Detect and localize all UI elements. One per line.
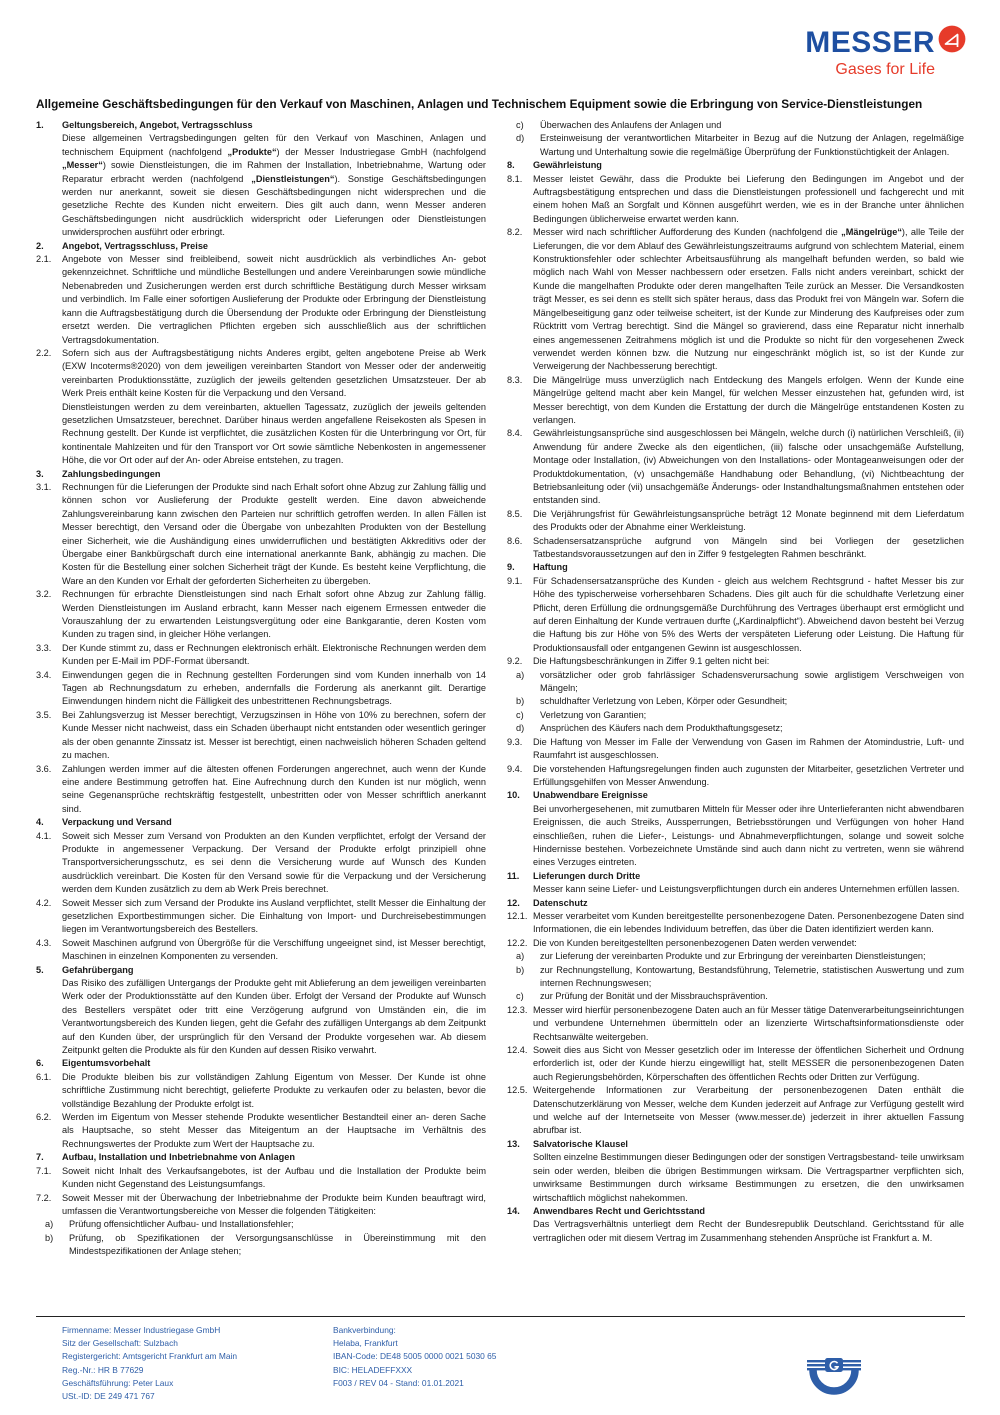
clause-number: 8.6.	[507, 535, 523, 546]
clause-item	[36, 132, 486, 239]
clause-text: Messer kann seine Liefer- und Leistungsverpflichtungen durch ein anderes Unternehmen erfüllen lassen.	[533, 884, 960, 895]
clause-number: 4.2.	[36, 897, 52, 908]
clause-number: 12.2.	[507, 937, 528, 948]
clause-item	[507, 803, 964, 870]
sub-item-text: zur Rechnungstellung, Kontowartung, Bestandsführung, Telemetrie, statistischen Auswertung und zum internen Rechnungswesen;	[540, 964, 964, 988]
sub-item-text: zur Lieferung der vereinbarten Produkte und zur Erbringung der vereinbarten Dienstleistungen;	[540, 951, 926, 962]
footer-line: BIC: HELADEFFXXX	[333, 1364, 413, 1375]
clause-text: Werden im Eigentum von Messer stehende Produkte wesentlicher Bestandteil einer an- deren Sache als Hauptsache, so steht Messer das Miteigentum an der Hauptsache im Verhältnis des Rechnungswertes der Produkte zum Wert der Hauptsache zu.	[62, 1112, 486, 1149]
sub-item-label: d)	[516, 133, 525, 144]
sub-item-text: Verletzung von Garantien;	[540, 709, 647, 720]
clause-text: Die Mängelrüge muss unverzüglich nach Entdeckung des Mangels erfolgen. Wenn der Kunde eine Mängelrüge geltend macht aber kein Mangel, für welchen Messer einzustehen hat, gefunden wird, ist Messer berechtigt, von dem Kunden die Erstattung der durch die Mängelrüge entstandenen Kosten zu verlangen.	[533, 374, 964, 425]
section-number: 1.	[36, 120, 44, 130]
messer-logo	[805, 28, 966, 79]
clause-number: 3.2.	[36, 589, 52, 600]
clause-text: Soweit Messer mit der Überwachung der Inbetriebnahme der Produkte beim Kunden beauftragt wird, umfassen die Verantwortungsbereiche von Messer die folgenden Tätigkeiten:	[62, 1192, 486, 1216]
clause-text: Soweit Maschinen aufgrund von Übergröße für die Verschiffung ungeeignet sind, ist Messer berechtigt, Maschinen in einzelnen Komponenten zu versenden.	[62, 937, 486, 962]
sub-item-label: c)	[516, 120, 524, 130]
sub-item-text: Ansprüchen des Käufers nach dem Produkthaftungsgesetz;	[540, 723, 783, 734]
clause-text: Die Haftungsbeschränkungen in Ziffer 9.1 gelten nicht bei:	[533, 656, 770, 667]
footer-line: USt.-ID: DE 249 471 767	[62, 1391, 155, 1402]
clause-text: Die vorstehenden Haftungsregelungen finden auch zugunsten der Mitarbeiter, gesetzlichen Vertreter und Erfüllungsgehilfen von Messer Anwendung.	[533, 763, 964, 787]
section-title: Haftung	[533, 562, 568, 573]
sub-item	[507, 722, 964, 735]
clause-text: Zahlungen werden immer auf die ältesten offenen Forderungen angerechnet, auch wenn der Kunde eine andere Bestimmung getroffen hat. Eine Aufrechnung durch den Kunden ist nur möglich, wenn seine Gegenansprüche rechtskräftig festgestellt, unbestritten oder von Messer schriftlich anerkannt sind.	[62, 763, 486, 814]
clause-number: 8.5.	[507, 508, 523, 519]
section-number: 10.	[507, 790, 520, 801]
sub-item-text: Prüfung, ob Spezifikationen der Versorgungsanschlüsse in Übereinstimmung mit den Mindestspezifikationen der Anlage stehen;	[69, 1232, 486, 1257]
clause-number: 9.3.	[507, 736, 523, 747]
footer-line: Registergericht: Amtsgericht Frankfurt am Main	[62, 1351, 238, 1362]
section-number: 8.	[507, 160, 515, 171]
section-heading	[507, 159, 964, 172]
section-title: Geltungsbereich, Angebot, Vertragsschluss	[62, 120, 253, 130]
clause-item	[507, 427, 964, 507]
clause-text: Soweit sich Messer zum Versand von Produkten an den Kunden verpflichtet, erfolgt der Versand der Produkte in angemessener Verpackung. Der Versand der Produkte erfolgt prinzipiell ohne Transportversicherungsschutz, es sei denn die Versicherung wurde auf Wunsch des Kunden ausdrücklich vereinbart. Die Kosten für den Versand sowie für die Verpackung und der Versicherung werden dem Kunden zusätzlich zu dem ab Werk Preis berechnet.	[62, 830, 486, 895]
sub-item-label: a)	[516, 951, 525, 962]
sub-item-label: c)	[516, 709, 524, 720]
clause-text: Dienstleistungen werden zu dem vereinbarten, aktuellen Tagessatz, zuzüglich der jeweils geltenden gesetzlichen Umsatzsteuer, berechnet. Darüber hinaus werden angefallene Reisekosten als Spesen in Rechnung gestellt. Der Kunde ist verpflichtet, die zusätzlichen Kosten für die Unterbringung vor Ort, für kontinentale Mahlzeiten und für den Transport vor Ort sowie sämtliche Nebenkosten in angemessener Höhe, die vor Ort oder auf der An- oder Abreise entstehen, zu tragen.	[62, 401, 486, 466]
sub-item-text: Ersteinweisung der verantwortlichen Mitarbeiter in Bezug auf die Nutzung der Anlagen, regelmäßige Wartung und Unterhaltung sowie die regelmäßige Überprüfung der Funktionstüchtigkeit der Anlagen.	[540, 133, 964, 157]
clause-number: 3.6.	[36, 763, 52, 774]
footer-line: Firmenname: Messer Industriegase GmbH	[62, 1325, 221, 1335]
section-number: 3.	[36, 468, 44, 479]
sub-item-label: c)	[516, 991, 524, 1002]
clause-number: 3.4.	[36, 669, 52, 680]
clause-item	[507, 173, 964, 227]
clause-item	[507, 1218, 964, 1245]
sub-item-label: b)	[516, 964, 525, 975]
sub-item-label: b)	[45, 1232, 54, 1243]
clause-item	[36, 1192, 486, 1219]
messer-wordmark: MESSER	[805, 26, 935, 59]
footer-line: Geschäftsführung: Peter Laux	[62, 1377, 174, 1388]
sub-item	[507, 669, 964, 696]
clause-item	[36, 481, 486, 588]
clause-item	[36, 937, 486, 964]
clause-text: Gewährleistungsansprüche sind ausgeschlossen bei Mängeln, welche durch (i) natürlichen Verschleiß, (ii) Anwendung für andere Zwecke als den eigentlichen, (iii) falsche oder unsachgemäße Aufstellung, Montage oder Installation, (iv) Abweichungen von den Installations- oder Montageanweisungen oder der Produktdokumentation, (v) unsachgemäße Handhabung oder Behandlung, (vi) Nichtbeachtung der Betriebsanleitung oder (vii) unsachgemäße Änderungs- oder Instandhaltungsmaßnahmen entstehen oder entstanden sind.	[533, 428, 964, 506]
clause-item	[507, 1151, 964, 1205]
sub-item-text: schuldhafter Verletzung von Leben, Körper oder Gesundheit;	[540, 696, 788, 707]
footer-line: Reg.-Nr.: HR B 77629	[62, 1364, 144, 1375]
clause-item	[36, 830, 486, 897]
clause-text: Bei Zahlungsverzug ist Messer berechtigt, Verzugszinsen in Höhe von 10% zu berechnen, sofern der Kunde Messer nicht nachweist, dass ein Schaden überhaupt nicht entstanden oder wesentlich geringer als der oben genannte Zinssatz ist. Messer ist berechtigt, einen nachweislich höheren Schaden geltend zu machen.	[62, 709, 486, 761]
clause-text: Soweit nicht Inhalt des Verkaufsangebotes, ist der Aufbau und die Installation der Produkte beim Kunden nicht Gegenstand des Leistungsumfangs.	[62, 1165, 486, 1190]
section-heading	[507, 789, 964, 802]
section-title: Salvatorische Klausel	[533, 1138, 628, 1149]
page-footer	[36, 1316, 965, 1413]
footer-line: Sitz der Gesellschaft: Sulzbach	[62, 1338, 178, 1349]
section-title: Aufbau, Installation und Inbetriebnahme von Anlagen	[62, 1152, 295, 1163]
clause-text: Messer leistet Gewähr, dass die Produkte bei Lieferung den Bedingungen im Angebot und der Auftragsbestätigung entsprechen und dass die Dienstleistungen professionell und fachgerecht und mit einem hohen Maß an Sorgfalt und Können ausgeführt werden, wie es in der Branche unter ähnlichen Bedingungen üblicherweise erwartet werden kann.	[533, 173, 964, 224]
section-number: 4.	[36, 817, 44, 828]
clause-text: Sofern sich aus der Auftragsbestätigung nichts Anderes ergibt, gelten angebotene Preise ab Werk (EXW Incoterms®2020) von dem jeweiligen vereinbarten Standort von Messer oder der anderweitig vereinbarten Produktionsstätte, zuzüglich der jeweils geltenden gesetzlichen Umsatzsteuer. Der ab Werk Preis enthält keine Kosten für die Verpackung und den Versand.	[62, 347, 486, 399]
clause-text: Weitergehende Informationen zur Verarbeitung der personenbezogenen Daten enthält die Datenschutzerklärung von Messer, welche dem Kunden jederzeit auf Anfrage zur Verfügung gestellt wird und welche auf der Internetseite von Messer (www.messer.de) jederzeit in ihrer aktuellen Fassung abrufbar ist.	[533, 1085, 964, 1136]
clause-text: Bei unvorhergesehenen, mit zumutbaren Mitteln für Messer oder ihre Unterlieferanten nicht abwendbaren Ereignissen, die auch Streiks, Aussperrungen, Betriebsstörungen und Verfügungen von hoher Hand einschließen, ruhen die Liefer-, Leistungs- und Abnahmeverpflichtungen, solange und soweit solche Hindernisse bestehen. Vorbezeichnete Umstände sind auch dann nicht zu vertreten, wenn sie während eines Verzuges eintreten.	[533, 803, 964, 868]
section-heading	[36, 1057, 486, 1070]
clause-number: 7.2.	[36, 1192, 52, 1203]
clause-number: 6.1.	[36, 1071, 52, 1082]
footer-line: F003 / REV 04 - Stand: 01.01.2021	[333, 1377, 464, 1388]
sub-item-text: Überwachen des Anlaufens der Anlagen und	[540, 120, 722, 130]
clause-item	[507, 1084, 964, 1138]
section-title: Datenschutz	[533, 897, 588, 908]
clause-item	[507, 736, 964, 763]
section-number: 6.	[36, 1058, 44, 1069]
section-title: Anwendbares Recht und Gerichtsstand	[533, 1205, 706, 1216]
clause-item	[507, 883, 964, 896]
certification-seal-icon	[806, 1357, 862, 1411]
clause-text: Schadensersatzansprüche aufgrund von Mängeln sind bei Vorliegen der gesetzlichen Tatbestandsvoraussetzungen auf den in Ziffer 9 festgelegten Rahmen beschränkt.	[533, 535, 964, 559]
section-heading	[507, 897, 964, 910]
clause-text: Einwendungen gegen die in Rechnung gestellten Forderungen sind vom Kunden innerhalb von 14 Tagen ab Rechnungsdatum zu erheben, andernfalls die Forderung als anerkannt gilt. Derartige Einwendungen hindern nicht die Fälligkeit des unbestrittenen Rechnungsbetrags.	[62, 669, 486, 707]
clause-number: 9.1.	[507, 575, 523, 586]
section-title: Angebot, Vertragsschluss, Preise	[62, 240, 209, 251]
clause-number: 2.2.	[36, 347, 52, 358]
clause-text: Messer wird nach schriftlicher Aufforderung des Kunden (nachfolgend die „Mängelrüge“), alle Teile der Lieferungen, die vor dem Ablauf des Gewährleistungszeitraums aufgrund von schlechtem Material, einem Konstruktionsfehler oder schlechter Arbeitsausführung als mangelhaft befunden werden, so bald wie möglich nach Wahl von Messer nachbessern oder ersetzen. Falls nicht anders vereinbart, schickt der Kunde die mangelhaften Produkte oder deren mangelhaften Teile zurück an Messer. Die Versandkosten trägt Messer, es sei denn es stellt sich später heraus, dass das Produkt frei von Mängeln war. Sofern die Mängelbeseitigung ganz oder teilweise scheitert, ist der Kunde zur Minderung des Kaufpreises oder zum Rücktritt vom Vertrag berechtigt. Sind die Mängel so gravierend, dass eine Reparatur nicht innerhalb eines angemessenen Zeitrahmens möglich ist und die Produkte so nicht für den vorgesehenen Zweck verwendet werden können bzw. die Nutzung nur eingeschränkt möglich ist, so ist der Kunde zur Verweigerung der Nachbesserung berechtigt.	[533, 227, 965, 372]
sub-item-label: a)	[45, 1219, 54, 1230]
section-title: Unabwendbare Ereignisse	[533, 790, 648, 801]
clause-item	[507, 535, 964, 562]
page-header	[805, 28, 966, 79]
clause-item	[36, 709, 486, 763]
clause-number: 2.1.	[36, 254, 52, 265]
section-heading	[36, 240, 486, 253]
section-heading	[36, 964, 486, 977]
sub-item-label: d)	[516, 723, 525, 734]
section-heading	[36, 119, 486, 132]
clause-text: Soweit Messer sich zum Versand der Produkte ins Ausland verpflichtet, stellt Messer die Einhaltung der gesetzlichen Exportbestimmungen sicher. Die Einhaltung von Import- und Durchreisebestimmungen liegen im Verantwortungsbereich des Bestellers.	[62, 897, 486, 935]
clause-item	[36, 401, 486, 468]
footer-company-info	[62, 1324, 237, 1403]
sub-item-text: zur Prüfung der Bonität und der Missbrauchsprävention.	[540, 991, 768, 1002]
section-title: Gefahrübergang	[62, 964, 134, 975]
clause-text: Der Kunde stimmt zu, dass er Rechnungen elektronisch erhält. Elektronische Rechnungen werden dem Kunden per E-Mail im PDF-Format übersandt.	[62, 642, 486, 667]
footer-bank-info	[333, 1324, 496, 1390]
sub-item	[507, 990, 964, 1003]
sub-item	[507, 695, 964, 708]
section-number: 13.	[507, 1138, 520, 1149]
logo-tagline: Gases for Life	[835, 61, 935, 78]
footer-line: IBAN-Code: DE48 5005 0000 0021 5030 65	[333, 1351, 497, 1362]
clause-text: Die Haftung von Messer im Falle der Verwendung von Gasen im Rahmen der Atomindustrie, Luft- und Raumfahrt ist ausgeschlossen.	[533, 736, 964, 761]
section-heading	[36, 468, 486, 481]
clause-item	[36, 669, 486, 709]
clause-item	[36, 1071, 486, 1111]
clause-number: 8.3.	[507, 374, 523, 385]
clause-number: 8.1.	[507, 173, 523, 184]
clause-text: Rechnungen für die Lieferungen der Produkte sind nach Erhalt sofort ohne Abzug zur Zahlung fällig und können schon vor Auslieferung der Produkte gestellt werden. Eine davon abweichende Zahlungsvereinbarung kann zwischen den Parteien nur schriftlich getroffen werden. In allen Fällen ist Messer berechtigt, den Versand oder die Übergabe von unbezahlten Produkten von der Bestellung einer Sicherheit, wie die Aushändigung eines unwiderruflichen und bestätigten Akkreditivs oder der Übergabe einer Bankbürgschaft durch eine international anerkannte Bank, abhängig zu machen. Die Kosten für die Bestellung einer solchen Sicherheit trägt der Kunde. Es besteht keine Verpflichtung, die Ware an den Kunden vor Erhalt der geforderten Sicherheiten zu übergeben.	[62, 481, 486, 586]
section-title: Gewährleistung	[533, 160, 602, 171]
clause-text: Diese allgemeinen Vertragsbedingungen gelten für den Verkauf von Maschinen, Anlagen und technischem Equipment (nachfolgend „Produkte“) der Messer Industriegase GmbH (nachfolgend „Messer“) sowie Dienstleistungen, die im Rahmen der Installation, Inbetriebnahme, Wartung oder Reparatur erbracht werden (nachfolgend „Dienstleistungen“). Sonstige Geschäftsbedingungen werden nur anerkannt, soweit sie diesen Geschäftsbedingungen nicht widersprechen und die gesetzliche Rechte des Kunden nicht erweitern. Dies gilt auch dann, wenn Messer anderen Geschäftsbedingungen nicht ausdrücklich widerspricht oder Lieferungen oder Dienstleistungen unwidersprochen ausführt oder erbringt.	[62, 133, 486, 238]
clause-number: 3.3.	[36, 642, 52, 653]
clause-item	[36, 763, 486, 817]
sub-item	[507, 964, 964, 991]
section-title: Lieferungen durch Dritte	[533, 870, 641, 881]
section-number: 12.	[507, 897, 520, 908]
section-heading	[507, 1205, 964, 1218]
clause-number: 9.2.	[507, 656, 523, 667]
clause-number: 12.5.	[507, 1085, 528, 1096]
clause-text: Das Vertragsverhältnis unterliegt dem Recht der Bundesrepublik Deutschland. Gerichtsstand für alle vertraglichen oder mit diesem Vertrag im Zusammenhang stehenden Ansprüche ist Frankfurt a. M.	[533, 1219, 964, 1243]
left-column	[36, 119, 486, 1259]
sub-item-label: b)	[516, 696, 525, 707]
sub-item-text: Prüfung offensichtlicher Aufbau- und Installationsfehler;	[69, 1219, 294, 1230]
clause-text: Die Produkte bleiben bis zur vollständigen Zahlung Eigentum von Messer. Der Kunde ist ohne schriftliche Zustimmung nicht berechtigt, gelieferte Produkte zu verkaufen oder zu belasten, bevor die vollständige Bezahlung der Produkte erfolgt ist.	[62, 1071, 486, 1109]
section-number: 5.	[36, 964, 44, 975]
section-title: Zahlungsbedingungen	[62, 468, 161, 479]
clause-item	[36, 897, 486, 937]
section-number: 11.	[507, 870, 520, 881]
section-heading	[507, 870, 964, 883]
sub-item	[507, 950, 964, 963]
clause-text: Angebote von Messer sind freibleibend, soweit nicht ausdrücklich als verbindliches An- gebot gekennzeichnet. Schriftliche und mündliche Bestellungen und andere Vereinbarungen sowie mündliche Nebenabreden und Zusicherungen werden erst durch schriftliche Bestätigung durch Messer wirksam und verbindlich. Im Falle einer sofortigen Auslieferung der Produkte oder Erbringung der Dienstleistung kann die Auftragsbestätigung durch die Übersendung der Produkte oder Erbringung der Dienstleistung ersetzt werden. Die vertraglichen Pflichten ergeben sich ausschließlich aus der schriftlichen Vertragsdokumentation.	[62, 254, 486, 345]
clause-item	[507, 508, 964, 535]
sub-item	[507, 119, 964, 132]
section-number: 2.	[36, 240, 44, 251]
clause-item	[507, 655, 964, 668]
section-heading	[36, 816, 486, 829]
section-title: Verpackung und Versand	[62, 817, 172, 828]
right-column	[507, 119, 964, 1245]
clause-text: Rechnungen für erbrachte Dienstleistungen sind nach Erhalt sofort ohne Abzug zur Zahlung fällig. Werden Dienstleistungen im Ausland erbracht, kann Messer nach eigenem Ermessen entweder die Vorauszahlung der zu erwartenden Leistungsvergütung oder eine Bankgarantie, deren Kosten vom Kunden zu tragen sind, in gleicher Höhe verlangen.	[62, 589, 486, 640]
footer-line: Helaba, Frankfurt	[333, 1338, 398, 1349]
sub-item-text: vorsätzlicher oder grob fahrlässiger Schadensverursachung sowie arglistigem Verschweigen von Mängeln;	[540, 669, 964, 694]
clause-number: 3.5.	[36, 709, 52, 720]
sub-item	[507, 132, 964, 159]
clause-text: Das Risiko des zufälligen Untergangs der Produkte geht mit Ablieferung an dem jeweiligen vereinbarten Werk oder der Produktionsstätte auf den Kunden über. Erfolgt der Versand der Produkte auf Wunsch des Bestellers verspätet oder tritt eine Verzögerung aufgrund von Umständen ein, die im Verantwortungsbereich des Kunden liegen, geht die Gefahr des zufälligen Untergangs ab dem Zeitpunkt auf den Kunden über, der ursprünglich für den Versand der Produkte vorgesehen war. Ab diesem Zeitpunkt gelten die Produkte als für den Kunden auf dessen Risiko verwahrt.	[62, 978, 486, 1056]
clause-number: 12.1.	[507, 910, 528, 921]
section-heading	[507, 1138, 964, 1151]
clause-text: Für Schadensersatzansprüche des Kunden - gleich aus welchem Rechtsgrund - haftet Messer bis zur Höhe des typischerweise vorhersehbaren Schadens. Dies gilt auch für die schuldhafte Verletzung einer Pflicht, deren Erfüllung die ordnungsgemäße Durchführung des Vertrages überhaupt erst ermöglicht und auf deren Einhaltung der Kunde vertrauen durfte („Kardinalpflicht“). Abweichend davon besteht bei Verzug die Haftung bis zur Höhe von 5% des Werts der verspäteten Lieferung oder Leistung. Die Haftung für Produktionsausfall oder entgangenen Gewinn ist ausgeschlossen.	[533, 575, 964, 653]
section-heading	[507, 561, 964, 574]
clause-item	[36, 347, 486, 401]
clause-item	[507, 374, 964, 428]
clause-item	[507, 910, 964, 937]
clause-text: Sollten einzelne Bestimmungen dieser Bedingungen oder der sonstigen Vertragsbestand- teile unwirksam sein oder werden, bleiben die übrigen Bestimmungen wirksam. Die Vertragspartner verpflichten sich, unwirksame Bestimmungen durch wirksame Bestimmungen zu ersetzen, die den unwirksamen wirtschaftlich möglichst nahekommen.	[533, 1152, 964, 1203]
clause-number: 6.2.	[36, 1112, 52, 1123]
clause-item	[507, 575, 964, 655]
clause-number: 12.3.	[507, 1004, 528, 1015]
clause-number: 8.4.	[507, 428, 523, 439]
clause-item	[507, 937, 964, 950]
clause-item	[507, 1004, 964, 1044]
section-number: 14.	[507, 1205, 520, 1216]
clause-number: 4.3.	[36, 937, 52, 948]
clause-item	[507, 226, 964, 373]
clause-number: 8.2.	[507, 227, 523, 238]
clause-text: Messer wird hierfür personenbezogene Daten auch an für Messer tätige Datenverarbeitungseinrichtungen und verbundene Unternehmen übermitteln oder an lizenzierte Wirtschaftsinformationsdienste oder Rechtsanwälte weitergeben.	[533, 1004, 964, 1042]
section-title: Eigentumsvorbehalt	[62, 1058, 151, 1069]
section-heading	[36, 1151, 486, 1164]
messer-logo-icon	[938, 25, 966, 53]
clause-item	[36, 588, 486, 642]
sub-item	[36, 1232, 486, 1259]
clause-item	[507, 763, 964, 790]
section-number: 9.	[507, 562, 515, 573]
clause-item	[36, 1111, 486, 1151]
clause-text: Die von Kunden bereitgestellten personenbezogenen Daten werden verwendet:	[533, 937, 857, 948]
clause-number: 3.1.	[36, 481, 52, 492]
clause-item	[36, 1165, 486, 1192]
footer-line: Bankverbindung:	[333, 1325, 396, 1335]
clause-text: Messer verarbeitet vom Kunden bereitgestellte personenbezogene Daten. Personenbezogene Daten sind Informationen, die ein lebendes Individuum betreffen, das über die Daten identifiziert werden kann.	[533, 910, 964, 935]
sub-item-label: a)	[516, 669, 525, 680]
clause-number: 12.4.	[507, 1045, 528, 1056]
clause-text: Die Verjährungsfrist für Gewährleistungsansprüche beträgt 12 Monate beginnend mit dem Lieferdatum des Produkts oder der Abnahme einer Werkleistung.	[533, 508, 964, 533]
section-number: 7.	[36, 1152, 44, 1163]
clause-item	[507, 1044, 964, 1084]
clause-item	[36, 977, 486, 1057]
clause-number: 7.1.	[36, 1165, 52, 1176]
clause-item	[36, 642, 486, 669]
sub-item	[507, 709, 964, 722]
clause-number: 9.4.	[507, 763, 523, 774]
clause-number: 4.1.	[36, 830, 52, 841]
page-title: Allgemeine Geschäftsbedingungen für den Verkauf von Maschinen, Anlagen und Technischem Equipment sowie die Erbringung von Service-Dienstleistungen	[36, 97, 923, 111]
sub-item	[36, 1218, 486, 1231]
clause-text: Soweit dies aus Sicht von Messer gesetzlich oder im Interesse der öffentlichen Sicherheit und Ordnung erforderlich ist, oder der Kunde hierzu eingewilligt hat, stellt MESSER die personenbezogenen Daten auch Regierungsbehörden, Körperschaften des öffentlichen Rechts oder Dritten zur Verfügung.	[533, 1045, 964, 1082]
clause-item	[36, 253, 486, 347]
